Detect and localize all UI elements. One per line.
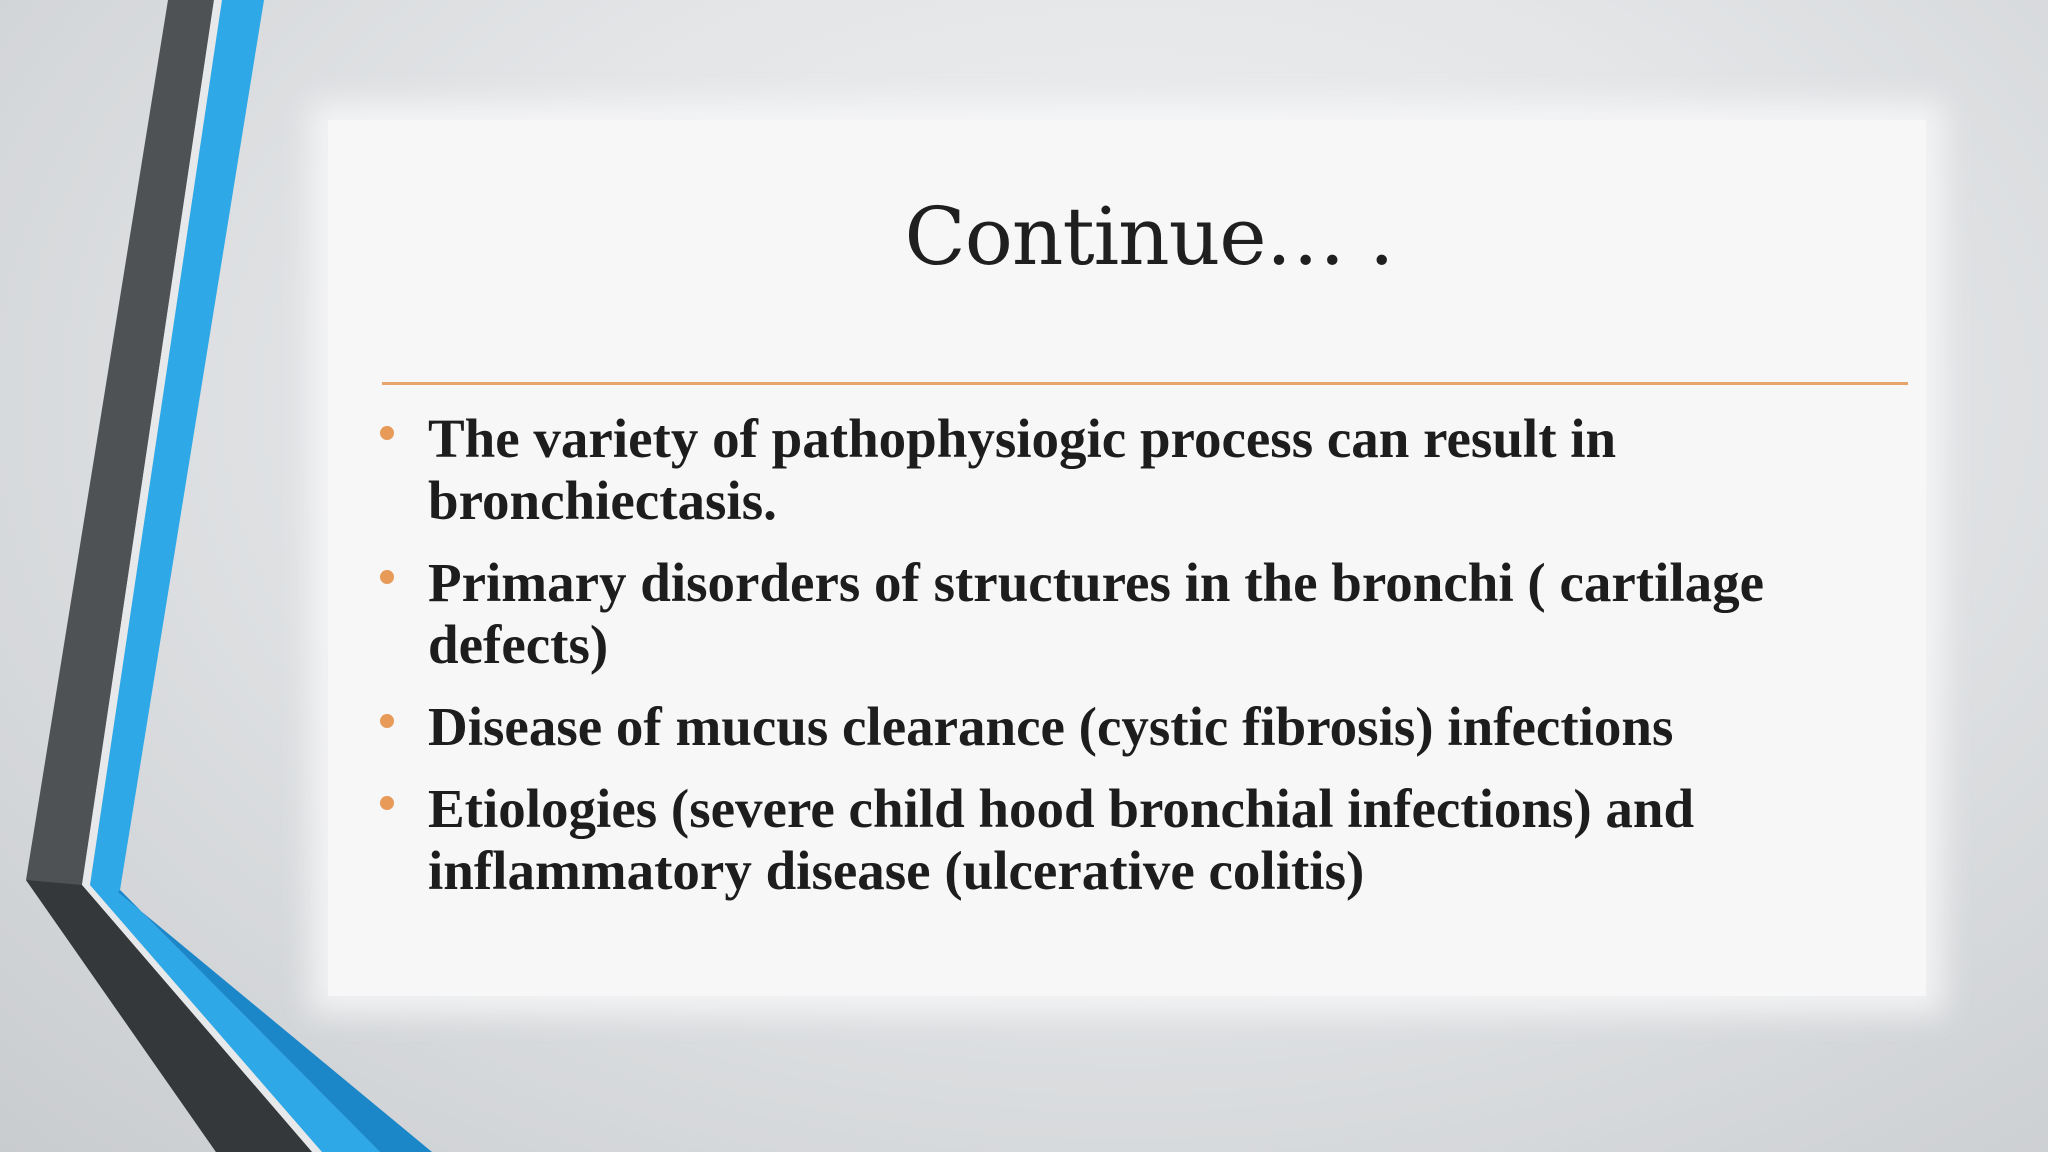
dark-wedge-shape <box>26 880 312 1152</box>
bullet-text: The variety of pathophysiogic process can result in bronchiectasis. <box>428 408 1617 531</box>
bullet-item <box>380 552 1920 676</box>
bullet-list <box>380 408 1920 922</box>
bullet-dot-icon <box>380 570 394 584</box>
bullet-dot-icon <box>380 796 394 810</box>
bullet-text: Etiologies (severe child hood bronchial infections) and inflammatory disease (ulcerative colitis) <box>428 778 1695 901</box>
title-divider <box>382 382 1908 385</box>
bullet-item <box>380 696 1920 758</box>
bullet-item <box>380 408 1920 532</box>
bullet-dot-icon <box>380 426 394 440</box>
bullet-item <box>380 778 1920 902</box>
bullet-text: Disease of mucus clearance (cystic fibrosis) infections <box>428 696 1674 757</box>
slide-title: Continue… . <box>904 190 1394 283</box>
bullet-text: Primary disorders of structures in the bronchi ( cartilage defects) <box>428 552 1765 675</box>
bullet-dot-icon <box>380 714 394 728</box>
